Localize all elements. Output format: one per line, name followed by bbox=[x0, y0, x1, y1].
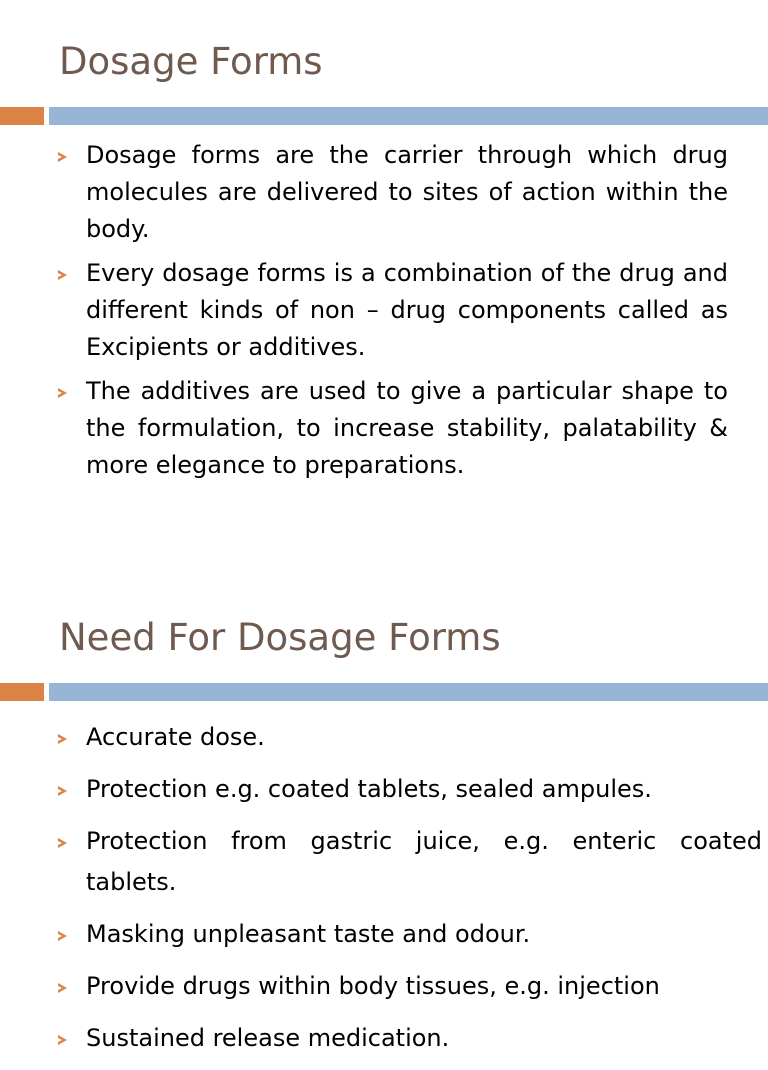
bullet-list bbox=[58, 137, 728, 491]
title-divider-band bbox=[0, 683, 768, 701]
arrow-bullet-icon bbox=[58, 152, 67, 162]
arrow-bullet-icon bbox=[58, 388, 67, 398]
list-item bbox=[58, 373, 728, 484]
arrow-bullet-icon bbox=[58, 838, 67, 848]
list-item bbox=[58, 137, 728, 248]
arrow-bullet-icon bbox=[58, 983, 67, 993]
bullet-text: Protection e.g. coated tablets, sealed ampules. bbox=[86, 775, 652, 803]
bullet-text: Masking unpleasant taste and odour. bbox=[86, 920, 531, 948]
arrow-bullet-icon bbox=[58, 1035, 67, 1045]
list-item bbox=[58, 769, 762, 810]
bullet-text: Accurate dose. bbox=[86, 723, 265, 751]
bullet-text: Dosage forms are the carrier through which drug molecules are delivered to sites of action within the body. bbox=[86, 141, 728, 243]
bullet-text: Sustained release medication. bbox=[86, 1024, 450, 1052]
list-item bbox=[58, 821, 762, 903]
bullet-list bbox=[58, 717, 762, 1070]
bullet-text: The additives are used to give a particular shape to the formulation, to increase stability, palatability & more elegance to preparations. bbox=[86, 377, 728, 479]
accent-bar-blue bbox=[49, 683, 768, 701]
arrow-bullet-icon bbox=[58, 931, 67, 941]
list-item bbox=[58, 717, 762, 758]
accent-bar-blue bbox=[49, 107, 768, 125]
arrow-bullet-icon bbox=[58, 270, 67, 280]
list-item bbox=[58, 255, 728, 366]
accent-bar-orange bbox=[0, 107, 44, 125]
slide-need-for-dosage-forms bbox=[0, 576, 768, 1052]
arrow-bullet-icon bbox=[58, 734, 67, 744]
accent-bar-orange bbox=[0, 683, 44, 701]
arrow-bullet-icon bbox=[58, 786, 67, 796]
list-item bbox=[58, 966, 762, 1007]
bullet-text: Protection from gastric juice, e.g. enteric coated tablets. bbox=[86, 827, 762, 896]
list-item bbox=[58, 914, 762, 955]
bullet-text: Every dosage forms is a combination of the drug and different kinds of non – drug components called as Excipients or additives. bbox=[86, 259, 728, 361]
slide-title: Dosage Forms bbox=[59, 40, 323, 83]
bullet-text: Provide drugs within body tissues, e.g. injection bbox=[86, 972, 660, 1000]
title-divider-band bbox=[0, 107, 768, 125]
list-item bbox=[58, 1018, 762, 1059]
slide-title: Need For Dosage Forms bbox=[59, 616, 501, 659]
